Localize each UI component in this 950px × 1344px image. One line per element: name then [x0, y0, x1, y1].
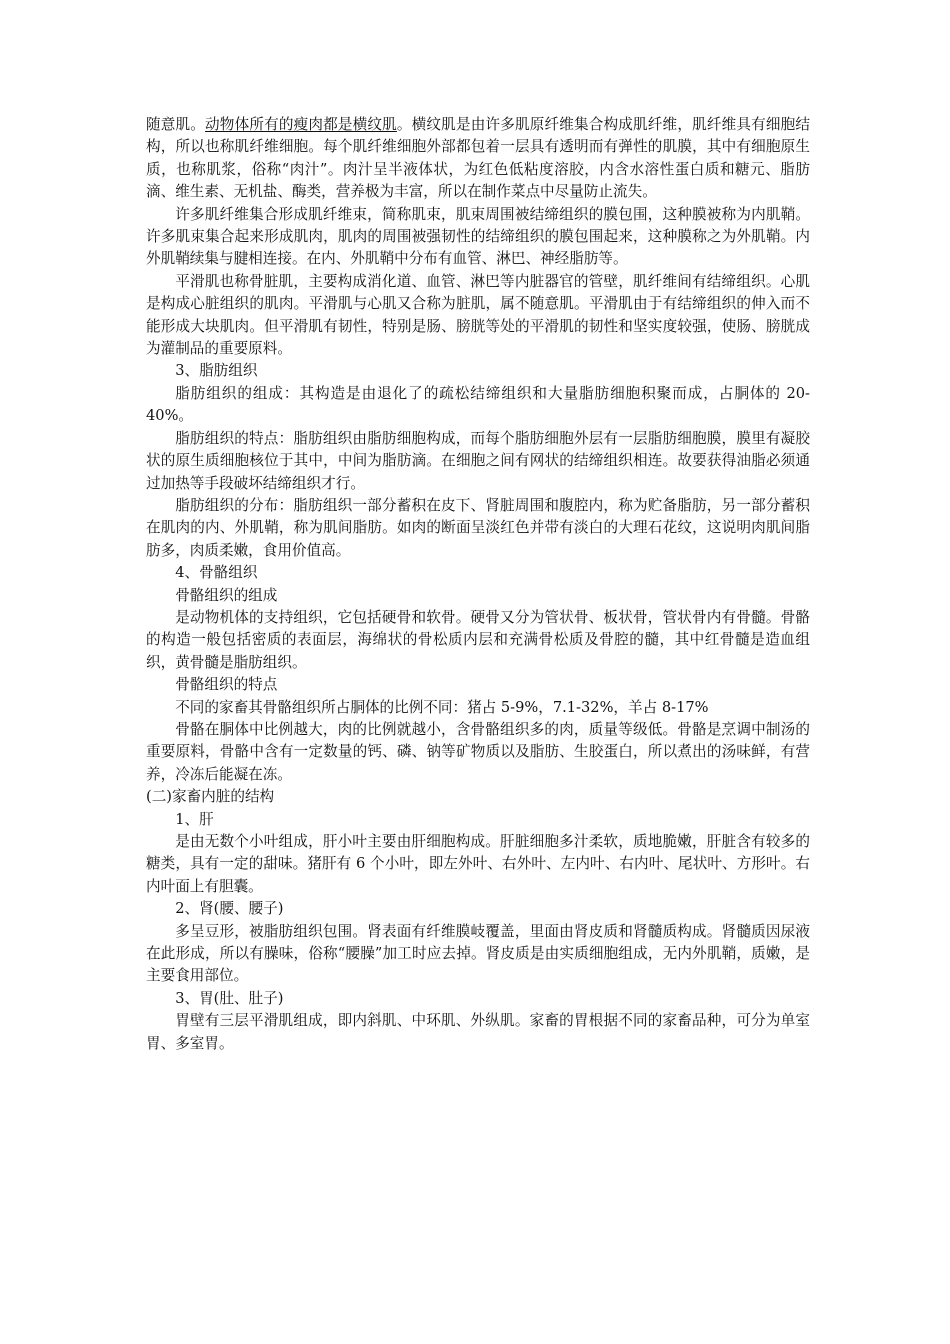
paragraph — [146, 786, 810, 808]
text-segment: 3、胃(肚、肚子) — [175, 989, 284, 1007]
text-segment: 是动物机体的支持组织，它包括硬骨和软骨。硬骨又分为管状骨、板状骨，管状骨内有骨髓。骨骼的构造一般包括密质的表面层，海绵状的骨松质内层和充满骨松质及骨腔的髓，其中红骨髓是造血组织，黄骨髓是脂肪组织。 — [146, 608, 810, 671]
text-segment: (二)家畜内脏的结构 — [146, 788, 275, 806]
paragraph — [146, 921, 810, 988]
text-segment: 。横纹肌是由许多肌原纤维集合构成肌纤维，肌纤维具有细胞结构，所以也称肌纤维细胞。每个肌纤维细胞外部都包着一层具有透明而有弹性的肌膜，其中有细胞原生质，也称肌浆，俗称“肉汁”。肉汁呈半液体状，为红色低粘度溶胶，内含水溶性蛋白质和糖元、脂肪滴、维生素、无机盐、酶类，营养极为丰富，所以在制作菜点中尽量防止流失。 — [146, 116, 810, 201]
text-segment: 1、肝 — [175, 810, 214, 828]
paragraph — [146, 697, 810, 719]
text-segment: 多呈豆形，被脂肪组织包围。肾表面有纤维膜岐覆盖，里面由肾皮质和肾髓质构成。肾髓质因尿液在此形成，所以有臊味，俗称“腰臊”加工时应去掉。肾皮质是由实质细胞组成，无内外肌鞘，质嫩，是主要食用部位。 — [146, 922, 810, 985]
text-segment: 4、骨骼组织 — [175, 564, 258, 582]
text-segment: 是由无数个小叶组成，肝小叶主要由肝细胞构成。肝脏细胞多汁柔软，质地脆嫩，肝脏含有较多的糖类，具有一定的甜味。猪肝有 6 个小叶，即左外叶、右外叶、左内叶、右内叶、尾状叶、方形叶。右内叶面上有胆囊。 — [146, 833, 810, 895]
paragraph — [146, 585, 810, 607]
paragraph — [146, 383, 810, 428]
text-segment: 脂肪组织的特点：脂肪组织由脂肪细胞构成，而每个脂肪细胞外层有一层脂肪细胞膜，膜里有凝胶状的原生质细胞核位于其中，中间为脂肪滴。在细胞之间有网状的结缔组织相连。故要获得油脂必须通过加热等手段破坏结缔组织才行。 — [146, 429, 810, 492]
text-segment: 胃壁有三层平滑肌组成，即内斜肌、中环肌、外纵肌。家畜的胃根据不同的家畜品种，可分为单室胃、多室胃。 — [146, 1012, 810, 1052]
paragraph — [146, 271, 810, 361]
text-segment: 不同的家畜其骨骼组织所占胴体的比例不同：猪占 5-9%，7.1-32%，羊占 8-17% — [175, 698, 709, 716]
paragraph — [146, 428, 810, 495]
paragraph — [146, 562, 810, 584]
paragraph — [146, 114, 810, 204]
paragraph — [146, 204, 810, 271]
text-segment: 骨骼在胴体中比例越大，肉的比例就越小，含骨骼组织多的肉，质量等级低。骨骼是烹调中制汤的重要原料，骨骼中含有一定数量的钙、磷、钠等矿物质以及脂肪、生胶蛋白，所以煮出的汤味鲜，有营养，冷冻后能凝在冻。 — [146, 720, 810, 783]
paragraph — [146, 719, 810, 786]
paragraph — [146, 898, 810, 920]
text-segment: 许多肌纤维集合形成肌纤维束，简称肌束，肌束周围被结缔组织的膜包围，这种膜被称为内肌鞘。许多肌束集合起来形成肌肉，肌肉的周围被强韧性的结缔组织的膜包围起来，这种膜称之为外肌鞘。内外肌鞘续集与腱相连接。在内、外肌鞘中分布有血管、淋巴、神经脂肪等。 — [146, 205, 810, 268]
text-segment: 骨骼组织的特点 — [175, 676, 278, 694]
paragraph — [146, 1010, 810, 1055]
text-segment: 骨骼组织的组成 — [175, 586, 278, 604]
paragraph — [146, 607, 810, 674]
text-segment: 平滑肌也称骨脏肌，主要构成消化道、血管、淋巴等内脏器官的管壁，肌纤维间有结缔组织。心肌是构成心脏组织的肌肉。平滑肌与心肌又合称为脏肌，属不随意肌。平滑肌由于有结缔组织的伸入而不能形成大块肌肉。但平滑肌有韧性，特别是肠、膀胱等处的平滑肌的韧性和坚实度较强，使肠、膀胱成为灌制品的重要原料。 — [146, 272, 810, 358]
document-page — [146, 114, 810, 1055]
text-segment: 脂肪组织的分布：脂肪组织一部分蓄积在皮下、肾脏周围和腹腔内，称为贮备脂肪，另一部分蓄积在肌肉的内、外肌鞘，称为肌间脂肪。如肉的断面呈淡红色并带有淡白的大理石花纹，这说明肉肌间脂肪多，肉质柔嫩，食用价值高。 — [146, 496, 810, 559]
paragraph — [146, 360, 810, 382]
text-segment: 随意肌。 — [146, 116, 206, 133]
paragraph — [146, 674, 810, 696]
text-segment: 脂肪组织的组成：其构造是由退化了的疏松结缔组织和大量脂肪细胞积聚而成，占胴体的 20-40%。 — [146, 384, 810, 425]
text-segment: 2、肾(腰、腰子) — [175, 900, 284, 918]
paragraph — [146, 831, 810, 898]
paragraph — [146, 988, 810, 1010]
text-segment: 3、脂肪组织 — [175, 362, 258, 380]
paragraph — [146, 495, 810, 562]
underlined-text: 动物体所有的瘦肉都是横纹肌 — [205, 116, 397, 133]
paragraph — [146, 809, 810, 831]
